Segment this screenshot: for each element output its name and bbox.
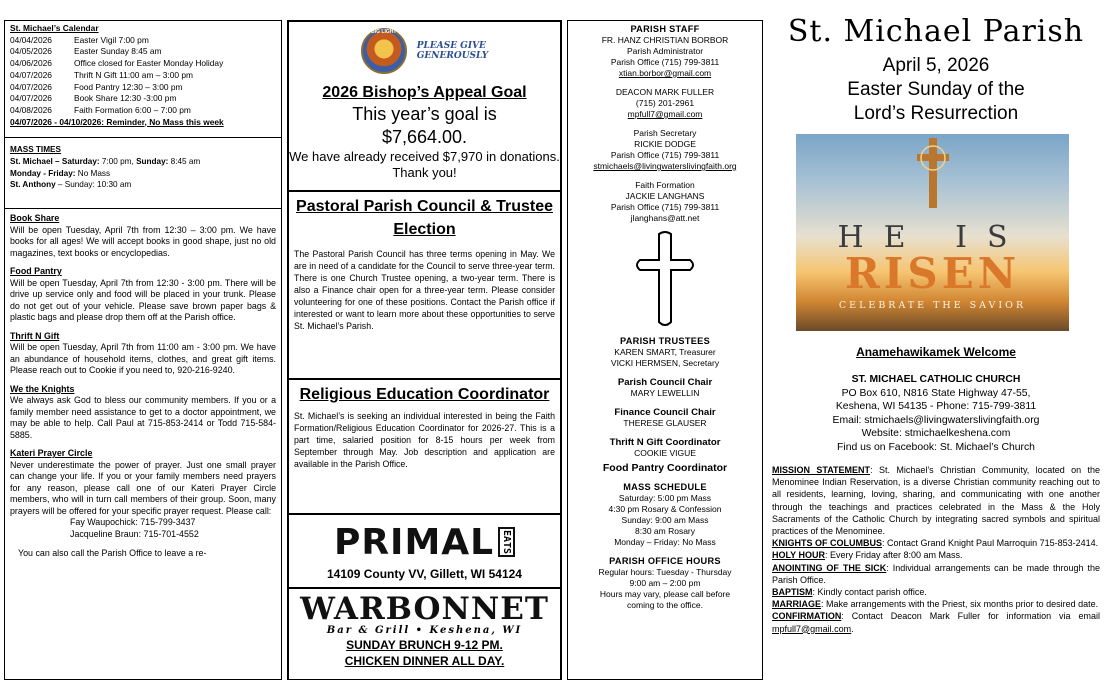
calendar-event [10,35,276,47]
book-share-title: Book Share [10,213,60,223]
kateri-body: Never underestimate the power of prayer. Just one small prayer can change your life. If you or your family members need prayers for any reason, please call one of our Kateri Prayer Circle members, who will in turn call members of their group. Soon, many prayers will be offered for your specific prayer request. Please call: [10,459,276,516]
primal-eats: EATS [498,527,515,557]
baptism-text: : Kindly contact parish office. [812,587,927,598]
primal-eats-ad [288,514,561,588]
kateri-contact-2: Jacqueline Braun: 715-701-4552 [70,528,199,539]
koc-label: KNIGHTS OF COLUMBUS [772,538,882,549]
confirm-email-link[interactable]: mpfull7@gmail.com [772,623,852,634]
koc-text: : Contact Grand Knight Paul Marroquin 715-853-2414. [882,538,1099,549]
primal-address: 14109 County VV, Gillett, WI 54124 [327,567,522,581]
appeal-goal-line-1: This year’s goal is [352,104,497,124]
banner-celebrate: CELEBRATE THE SAVIOR [838,300,1027,311]
secretary-name: RICKIE DODGE [634,139,696,149]
big-light-logo [361,28,407,74]
mass-schedule-list [568,493,762,548]
religious-ed-title: Religious Education Coordinator [299,386,550,403]
calendar-event-text: Food Pantry 12:30 – 3:00 pm [74,81,183,92]
calendar-event-date: 04/07/2026 [10,81,52,92]
food-pantry-body: Will be open Tuesday, April 7th from 12:30 - 3:00 pm. There will be drive up service only and food will be placed in your trunk. Please do not get out of your vehicle. Please save brown paper bags & plastic bags and please drop them off at the Parish office. [10,277,276,322]
deacon-phone: (715) 201-2961 [635,98,695,108]
religious-ed-body: St. Michael’s is seeking an individual interested in being the Faith Formation/Religious Education Coordinator for 2026-27. This is a part time, salaried position for 8-15 hours per week from September through May. Job description and application are available in the Parish Office. [294,411,555,469]
calendar-event [10,46,276,58]
staff-column [567,20,763,680]
priest-email-link[interactable]: xtian.borbor@gmail.com [618,68,712,78]
finance-chair-title: Finance Council Chair [614,407,716,418]
priest-phone: Parish Office (715) 799-3811 [610,57,720,67]
pantry-coordinator-title: Food Pantry Coordinator [602,462,728,474]
church-website: Website: stmichaelkeshena.com [861,428,1011,439]
mass-schedule-line: 4:30 pm Rosary & Confession [608,504,722,514]
calendar-event-date: 04/04/2026 [10,34,52,45]
food-pantry-title: Food Pantry [10,266,62,276]
divider [5,137,281,138]
church-facebook: Find us on Facebook: St. Michael’s Church [837,441,1035,453]
middle-column [287,20,562,680]
bishops-appeal [288,21,561,191]
warbonnet-logo: WARBONNET [300,591,549,627]
mass-times-title: MASS TIMES [10,145,61,155]
religious-ed-coordinator [288,379,561,514]
parish-info [772,464,1100,635]
calendar-event [10,105,276,117]
calendar-event-date: 04/08/2026 [10,104,52,115]
secretary-role: Parish Secretary [633,128,697,138]
mass-schedule-line: Saturday: 5:00 pm Mass [618,493,712,503]
appeal-received: We have already received $7,970 in donations. Thank you! [289,149,560,180]
mission-statement [772,464,1100,537]
banner-cross-icon [913,138,953,208]
confirm-end: . [851,623,854,634]
knights-title: We the Knights [10,383,75,394]
michael-label: St. Michael – Saturday: [10,156,100,166]
he-is-risen-banner [796,134,1069,331]
trustee-2: VICKI HERMSEN, Secretary [610,358,720,368]
priest-name: FR. HANZ CHRISTIAN BORBOR [601,35,729,45]
baptism [772,586,1100,598]
appeal-logo-row [289,26,560,76]
office-hours-line: 9:00 am – 2:00 pm [629,578,701,588]
kateri-footer: You can also call the Parish Office to leave a re- [18,548,207,558]
ff-name: JACKIE LANGHANS [625,191,705,201]
weekday-label: Monday - Friday: [10,168,76,178]
logo-text: BIG LIGHT [371,29,397,35]
banner-risen: RISEN [844,249,1021,298]
calendar-event-date: 04/05/2026 [10,46,52,57]
kateri-title: Kateri Prayer Circle [10,448,93,458]
church-contact [768,373,1104,454]
anthony-value: – Sunday: 10:30 am [55,180,132,190]
calendar-event-date: 04/07/2026 [10,69,52,80]
warbonnet-line-1: SUNDAY BRUNCH 9-12 PM. [346,638,503,652]
appeal-title: 2026 Bishop’s Appeal Goal [322,84,527,101]
calendar-list [10,35,276,117]
mission-text: : St. Michael’s Christian Community, located on the Menominee Indian Reservation, is a diverse Christian community reaching out to all residents, learning, loving, sharing, and communicating with one another through the teachings and practices celebrated in the Mass & the Holy Sacraments of the Catholic Church by integrating sacred symbols and spiritual practices of the Menominee. [772,465,1100,537]
calendar-event-text: Book Share 12:30 -3:00 pm [74,93,177,104]
council-chair-name: MARY LEWELLIN [630,388,700,398]
weekday-value: No Mass [75,168,111,178]
michael-sat: 7:00 pm, [99,156,137,166]
mass-times-michael [10,156,276,168]
anthony-label: St. Anthony [10,180,56,190]
trustee-1: KAREN SMART, Treasurer [614,347,716,357]
please-line-2: GENEROUSLY [416,51,489,61]
thrift-coordinator-title: Thrift N Gift Coordinator [609,437,721,448]
ff-phone: Parish Office (715) 799-3811 [610,202,720,212]
cross-icon [630,230,700,330]
left-column [4,20,282,680]
church-name: ST. MICHAEL CATHOLIC CHURCH [851,374,1021,385]
anoint-label: ANOINTING OF THE SICK [772,562,887,573]
office-hours-line: coming to the office. [627,600,703,610]
calendar-event-text: Faith Formation 6:00 – 7:00 pm [74,104,191,115]
calendar-event-date: 04/06/2026 [10,58,52,69]
knights-body: We always ask God to bless our community members. If you or a family member need assistance to get to a doctor appointment, we may be able to help. Call Paul at 715-853-2414 or Todd 715-584-5885. [10,395,276,440]
please-line-1: PLEASE GIVE [416,41,486,51]
church-address-1: PO Box 610, N816 State Highway 47-55, [841,387,1031,399]
thrift-coordinator-name: COOKIE VIGUE [634,448,696,458]
mass-times-anthony [10,179,276,191]
book-share-body: Will be open Tuesday, April 7th from 12:30 – 3:00 pm. We have books for all ages! We will accept books in good shape, just no old magazines, text books or encyclopedias. [10,224,276,258]
mass-times-section [5,144,281,190]
banner-he-is: HE IS [837,220,1028,255]
office-hours-line: Regular hours: Tuesday - Thursday [598,567,732,577]
ff-email: jlanghans@att.net [630,213,700,223]
confirmation [772,610,1100,634]
calendar-event-text: Easter Sunday 8:45 am [74,46,162,57]
council-chair-title: Parish Council Chair [617,377,713,388]
thrift-title: Thrift N Gift [10,330,60,341]
office-hours-list [568,567,762,611]
announcements [5,208,281,560]
staff-directory [568,21,762,611]
calendar-event-text: Thrift N Gift 11:00 am – 3:00 pm [74,69,194,80]
calendar-section [5,21,281,128]
staff-title: PARISH STAFF [630,24,700,34]
secretary-phone: Parish Office (715) 799-3811 [610,150,720,160]
ppc-body: The Pastoral Parish Council has three terms opening in May. We are in need of a candidate for the Council to serve three-year term. There is one Church Trustee opening, a two-year term. There is also a Finance chair open for a three-year term. Please consider volunteering for one of these positions. Contact the Parish office if interested or want to learn more about these opportunities to serve St. Michael’s Parish. [294,249,555,331]
marriage-text: : Make arrangements with the Priest, six months prior to desired date. [821,599,1099,610]
finance-chair-name: THERESE GLAUSER [623,418,707,428]
mass-schedule-line: 8:30 am Rosary [635,526,695,536]
occasion-line-2: Lord’s Resurrection [853,103,1019,124]
welcome-heading: Anamehawikamek Welcome [856,345,1016,359]
calendar-event [10,58,276,70]
michael-sun-label: Sunday: [136,156,169,166]
holy-label: HOLY HOUR [772,550,826,561]
anointing [772,562,1100,586]
mass-schedule-line: Monday – Friday: No Mass [614,537,716,547]
confirm-label: CONFIRMATION [772,611,842,622]
calendar-event-text: Office closed for Easter Monday Holiday [74,58,224,69]
priest-role: Parish Administrator [626,46,704,56]
deacon-email-link[interactable]: mpfull7@gmail.com [627,109,703,119]
mass-times-weekday [10,168,276,180]
calendar-event-date: 04/07/2026 [10,93,52,104]
holy-text: : Every Friday after 8:00 am Mass. [825,550,963,561]
calendar-event-text: Easter Vigil 7:00 pm [74,34,149,45]
primal-word: PRIMAL [333,521,495,563]
bulletin-date: April 5, 2026 [882,55,990,76]
warbonnet-ad [288,588,561,680]
kateri-contact-1: Fay Waupochick: 715-799-3437 [70,517,196,527]
confirm-text: : Contact Deacon Mark Fuller for information via email [841,611,1100,622]
calendar-event [10,93,276,105]
ppc-title: Pastoral Parish Council & Trustee Election [296,198,553,238]
ff-role: Faith Formation [635,180,695,190]
trustees-title: PARISH TRUSTEES [619,336,711,346]
knights-of-columbus [772,537,1100,549]
thrift-body: Will be open Tuesday, April 7th from 11:00 am - 3:00 pm. We have an abundance of household items, clothes, and great gift items. Please reach out to Cookie if you need to, 920-216-9240. [10,342,276,375]
marriage [772,598,1100,610]
marriage-label: MARRIAGE [772,599,821,610]
warbonnet-line-2: CHICKEN DINNER ALL DAY. [344,654,505,668]
secretary-email-link[interactable]: stmichaels@livingwaterslivingfaith.org [593,161,737,171]
right-column [768,8,1104,680]
calendar-title: St. Michael’s Calendar [10,23,99,33]
church-address-2: Keshena, WI 54135 - Phone: 715-799-3811 [835,401,1037,412]
calendar-reminder: 04/07/2026 - 04/10/2026: Reminder, No Mass this week [10,116,224,127]
baptism-label: BAPTISM [772,587,813,598]
office-hours-title: PARISH OFFICE HOURS [609,556,721,566]
office-hours-line: Hours may vary, please call before [599,589,731,599]
appeal-goal-line-2: $7,664.00. [381,127,468,147]
anoint-text: : Individual arrangements can be made through the Parish Office. [772,562,1100,585]
holy-hour [772,549,1100,561]
parish-council-election [288,191,561,379]
calendar-event [10,70,276,82]
please-give-text [417,41,488,61]
calendar-event [10,82,276,94]
mission-label: MISSION STATEMENT [772,465,871,475]
parish-name: St. Michael Parish [787,14,1085,49]
occasion-line-1: Easter Sunday of the [847,79,1025,100]
church-email: Email: stmichaels@livingwaterslivingfaith.org [832,414,1040,426]
mass-schedule-line: Sunday: 9:00 am Mass [621,515,709,525]
mass-schedule-title: MASS SCHEDULE [623,482,707,492]
warbonnet-sub: Bar & Grill • Keshena, WI [326,625,523,636]
deacon-name: DEACON MARK FULLER [615,87,715,97]
michael-sun: 8:45 am [168,156,201,166]
primal-logo [297,519,552,565]
